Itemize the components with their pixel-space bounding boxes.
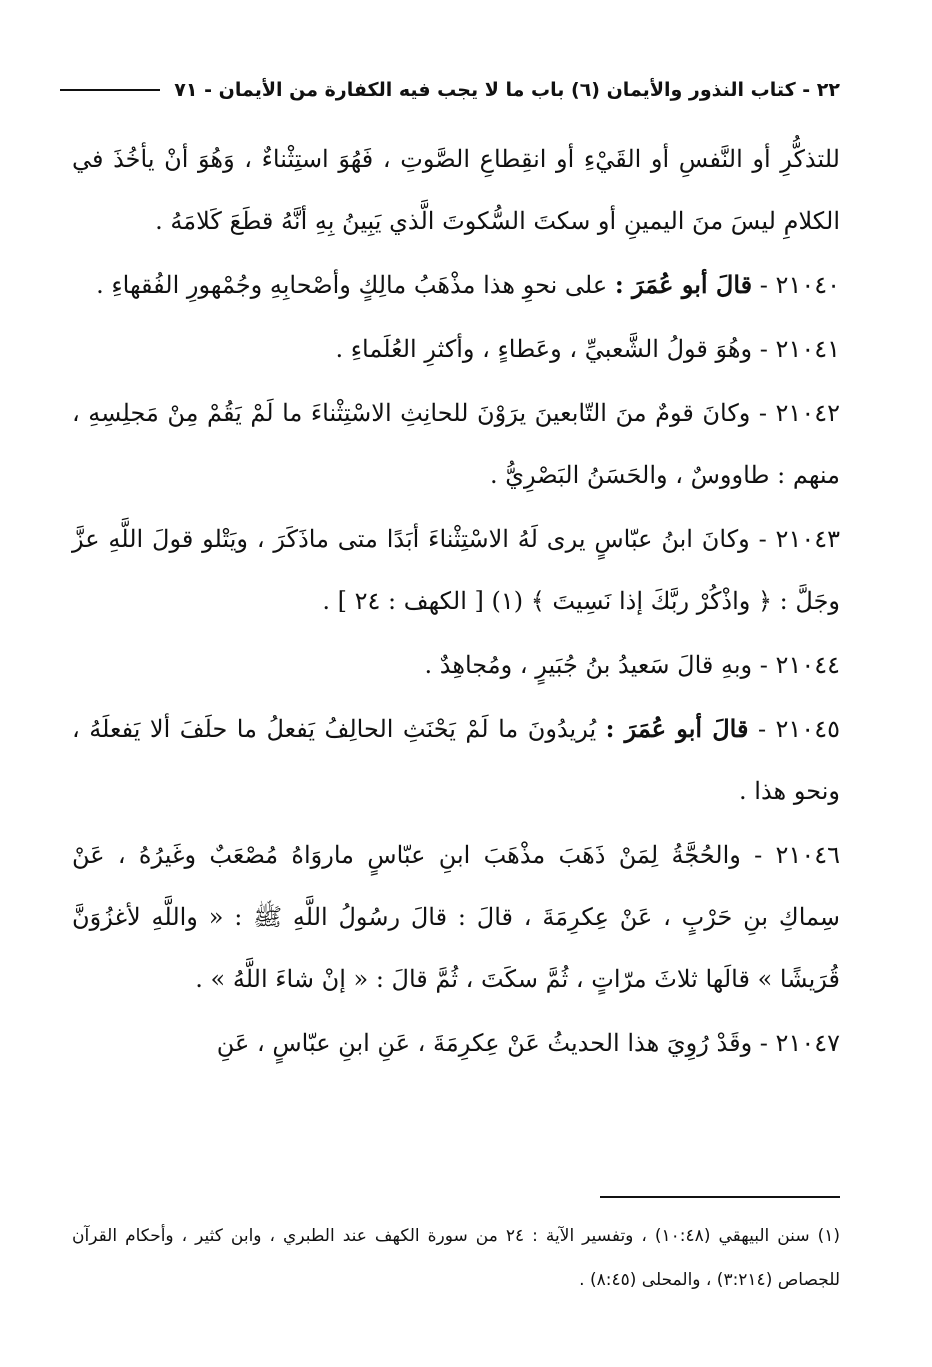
paragraph-text: وهُوَ قولُ الشَّعبيِّ ، وعَطاءٍ ، وأكثرِ العُلَماءِ .: [335, 335, 753, 363]
paragraph-number: ٢١٠٤٧ -: [759, 1029, 840, 1057]
paragraph-number: ٢١٠٤٣ -: [758, 525, 840, 553]
paragraph-text: وبهِ قالَ سَعيدُ بنُ جُبَيرٍ ، ومُجاهِدٌ .: [424, 651, 753, 679]
paragraph-number: ٢١٠٤٠ -: [759, 271, 840, 299]
paragraph-text: للتذكُّرِ أو النَّفسِ أو القَيْءِ أو انقِطاعِ الصَّوتِ ، فَهُوَ استِثْناءٌ ، وَهُوَ أنْ يأخُذَ في الكلامِ ليسَ منَ اليمينِ أو سكتَ السُّكوتَ الَّذي يَبِينُ بِهِ أنَّهُ قطَعَ كَلامَهُ .: [72, 145, 840, 235]
paragraph-text: وقَدْ رُوِيَ هذا الحديثُ عَنْ عِكرِمَةَ ، عَنِ ابنِ عبّاسٍ ، عَنِ: [216, 1029, 753, 1057]
footnote-rule: [600, 1196, 840, 1198]
paragraph-21043: [72, 508, 840, 632]
paragraph-lead: قالَ أبو عُمَرَ :: [605, 714, 749, 743]
paragraph-21046: [72, 824, 840, 1010]
paragraph-text: على نحوِ هذا مذْهَبُ مالِكٍ وأصْحابِهِ وجُمْهورِ الفُقهاءِ .: [96, 271, 608, 299]
footnote-text: (١) سنن البيهقي (١٠:٤٨) ، وتفسير الآية : ٢٤ من سورة الكهف عند الطبري ، وابن كثير ، وأحكام القرآن للجصاص (٣:٢١٤) ، والمحلى (٨:٤٥) .: [72, 1226, 840, 1290]
paragraph-number: ٢١٠٤١ -: [759, 335, 840, 363]
paragraph-lead: قالَ أبو عُمَرَ :: [614, 270, 753, 299]
paragraph-21044: [72, 634, 840, 696]
paragraph-21041: [72, 318, 840, 380]
paragraph-21047: [72, 1012, 840, 1074]
paragraph-21042: [72, 382, 840, 506]
footnote: [72, 1214, 840, 1302]
paragraph-number: ٢١٠٤٥ -: [757, 715, 840, 743]
paragraph-text: وكانَ ابنُ عبّاسٍ يرى لَهُ الاسْتِثْناءَ أبَدًا متى ماذَكَرَ ، ويَتْلو قولَ اللَّهِ عزَّ وجَلَّ : ﴿ واذْكُرْ ربَّكَ إذا نَسِيتَ ﴾ (١) [ الكهف : ٢٤ ] .: [72, 525, 840, 615]
paragraph-text: يُريدُونَ ما لَمْ يَحْنَثِ الحالِفُ يَفعلُ ما حلَفَ ألا يَفعلَهُ ، ونحو هذا .: [72, 715, 840, 805]
paragraph-21040: [72, 254, 840, 316]
main-text: [72, 128, 840, 1076]
paragraph-21045: [72, 698, 840, 822]
paragraph-text: والحُجَّةُ لِمَنْ ذَهَبَ مذْهَبَ ابنِ عبّاسٍ ماروَاهُ مُصْعَبٌ وغَيرُهُ ، عَنْ سِماكِ بنِ حَرْبٍ ، عَنْ عِكرِمَةَ ، قالَ : قالَ رسُولُ اللَّهِ ﷺ : « واللَّهِ لأغزُوَنَّ قُرَيشًا » قالَها ثلاثَ مرّاتٍ ، ثُمَّ سكَتَ ، ثُمَّ قالَ : « إنْ شاءَ اللَّهُ » .: [72, 841, 840, 993]
running-head: [60, 72, 840, 108]
paragraph-number: ٢١٠٤٢ -: [758, 399, 840, 427]
paragraph-number: ٢١٠٤٦ -: [754, 841, 840, 869]
paragraph-number: ٢١٠٤٤ -: [759, 651, 840, 679]
running-head-text: ٢٢ - كتاب النذور والأيمان (٦) باب ما لا يجب فيه الكفارة من الأيمان - ٧١: [174, 79, 840, 101]
paragraph-text: وكانَ قومٌ منَ التّابعينَ يرَوْنَ للحانِثِ الاسْتِثْناءَ ما لَمْ يَقُمْ مِنْ مَجلِسِهِ ، منهم : طاووسٌ ، والحَسَنُ البَصْرِيُّ .: [72, 399, 840, 489]
running-head-rule: [60, 89, 160, 91]
paragraph-continuation: [72, 128, 840, 252]
